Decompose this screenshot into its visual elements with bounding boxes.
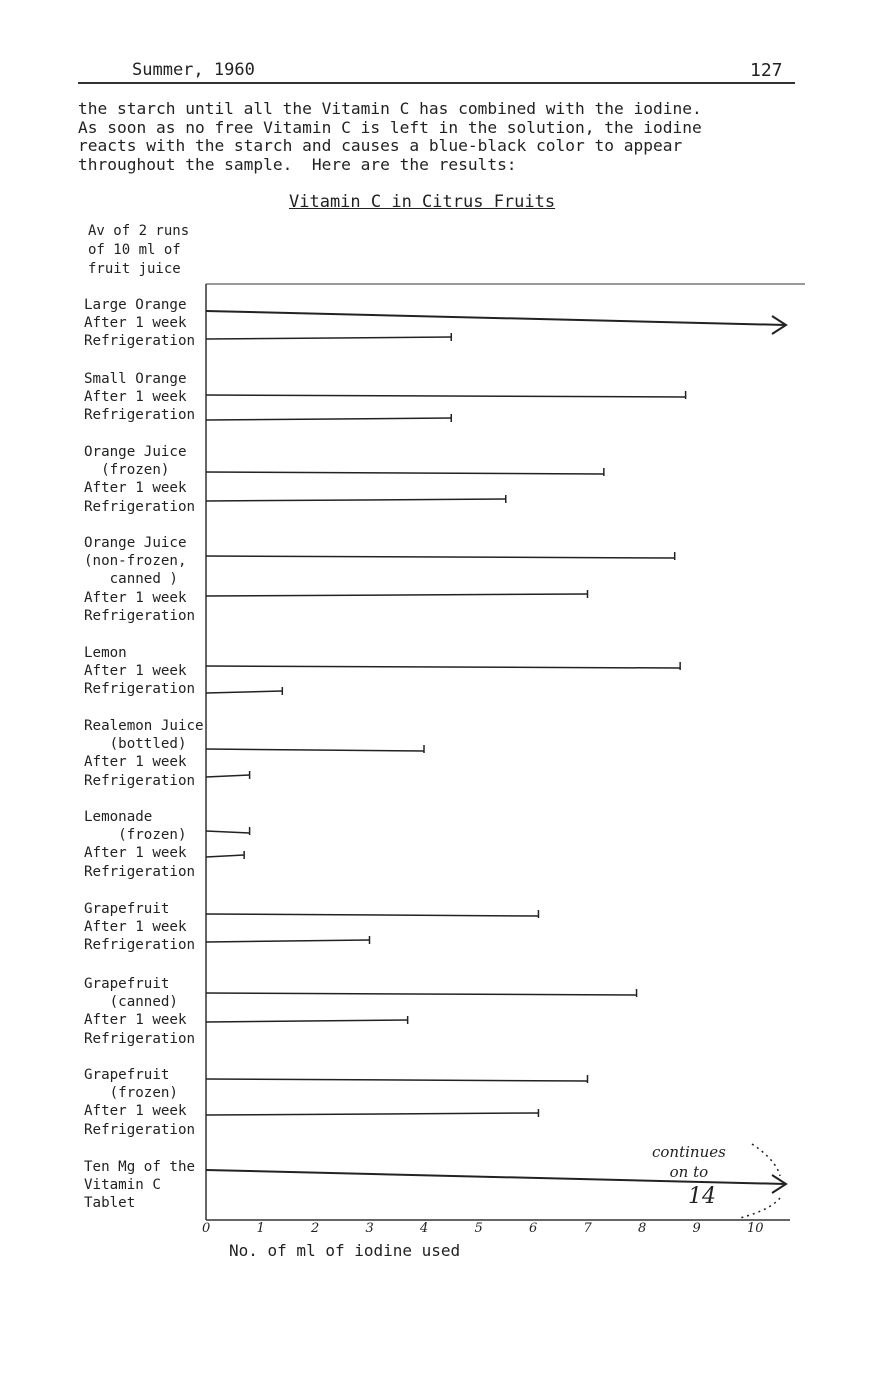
category-name: Realemon Juice (bottled) <box>84 718 204 753</box>
bar-refrigerated <box>206 499 506 501</box>
category-condition: After 1 week Refrigeration <box>84 1012 196 1047</box>
category-name: Orange Juice (non-frozen, canned ) <box>84 535 187 588</box>
category-name: Grapefruit (frozen) <box>84 1067 178 1102</box>
bar-refrigerated <box>206 775 250 777</box>
category-name: Grapefruit <box>84 901 170 917</box>
category-condition: After 1 week Refrigeration <box>84 845 196 880</box>
x-tick-label: 4 <box>420 1221 429 1236</box>
bar-fresh <box>206 666 680 668</box>
bar-fresh <box>206 556 675 558</box>
bar-refrigerated <box>206 855 244 857</box>
x-tick-label: 8 <box>638 1221 647 1236</box>
bar-refrigerated <box>206 418 451 420</box>
intro-paragraph: the starch until all the Vitamin C has combined with the iodine. As soon as no free Vitamin C is left in the solution, the iodine reacts with the starch and causes a blue-black color to appear throughout the sample. Here are the results: <box>78 99 702 174</box>
category-condition: After 1 week Refrigeration <box>84 389 196 424</box>
bar-refrigerated <box>206 1113 538 1115</box>
bar-fresh <box>206 749 424 751</box>
category-name: Lemon <box>84 645 127 661</box>
running-header-date: Summer, 1960 <box>132 60 255 80</box>
bar-refrigerated <box>206 594 588 596</box>
category-name: Lemonade (frozen) <box>84 809 187 844</box>
x-axis-label: No. of ml of iodine used <box>229 1241 461 1260</box>
bar-fresh <box>206 472 604 474</box>
bar-fresh <box>206 993 637 995</box>
continues-bracket-bottom <box>740 1198 780 1218</box>
x-tick-label: 0 <box>202 1221 211 1236</box>
bar-fresh <box>206 1079 588 1081</box>
x-tick-label: 6 <box>529 1221 538 1236</box>
category-condition: After 1 week Refrigeration <box>84 315 196 350</box>
bar-fresh <box>206 395 686 397</box>
category-condition: After 1 week Refrigeration <box>84 919 196 954</box>
x-tick-label: 5 <box>474 1221 483 1236</box>
category-name: Orange Juice (frozen) <box>84 444 187 479</box>
category-name: Ten Mg of the Vitamin C Tablet <box>84 1159 196 1212</box>
bar-refrigerated <box>206 691 282 693</box>
bar-fresh <box>206 914 538 916</box>
x-tick-label: 9 <box>692 1221 701 1236</box>
x-tick-label: 2 <box>311 1221 320 1236</box>
bar-refrigerated <box>206 940 370 942</box>
bar-refrigerated <box>206 337 451 339</box>
category-condition: After 1 week Refrigeration <box>84 589 196 624</box>
continues-annotation: continues on to <box>652 1143 726 1181</box>
category-name: Large Orange <box>84 297 187 313</box>
page-number: 127 <box>750 60 783 81</box>
category-name: Small Orange <box>84 371 187 387</box>
x-tick-label: 3 <box>365 1221 374 1236</box>
bar-refrigerated <box>206 1020 408 1022</box>
bar-fresh <box>206 311 786 325</box>
x-tick-label: 7 <box>583 1221 592 1236</box>
x-tick-label: 10 <box>747 1221 764 1236</box>
category-condition: After 1 week Refrigeration <box>84 754 196 789</box>
category-name: Grapefruit (canned) <box>84 976 178 1011</box>
bar-fresh <box>206 831 250 833</box>
continues-bracket-top <box>752 1144 780 1176</box>
x-tick-label: 1 <box>256 1221 265 1236</box>
category-condition: After 1 week Refrigeration <box>84 480 196 515</box>
chart-title: Vitamin C in Citrus Fruits <box>289 192 556 212</box>
continues-value: 14 <box>688 1184 716 1209</box>
category-condition: After 1 week Refrigeration <box>84 1103 196 1138</box>
category-column-note: Av of 2 runs of 10 ml of fruit juice <box>88 223 190 277</box>
category-condition: After 1 week Refrigeration <box>84 663 196 698</box>
